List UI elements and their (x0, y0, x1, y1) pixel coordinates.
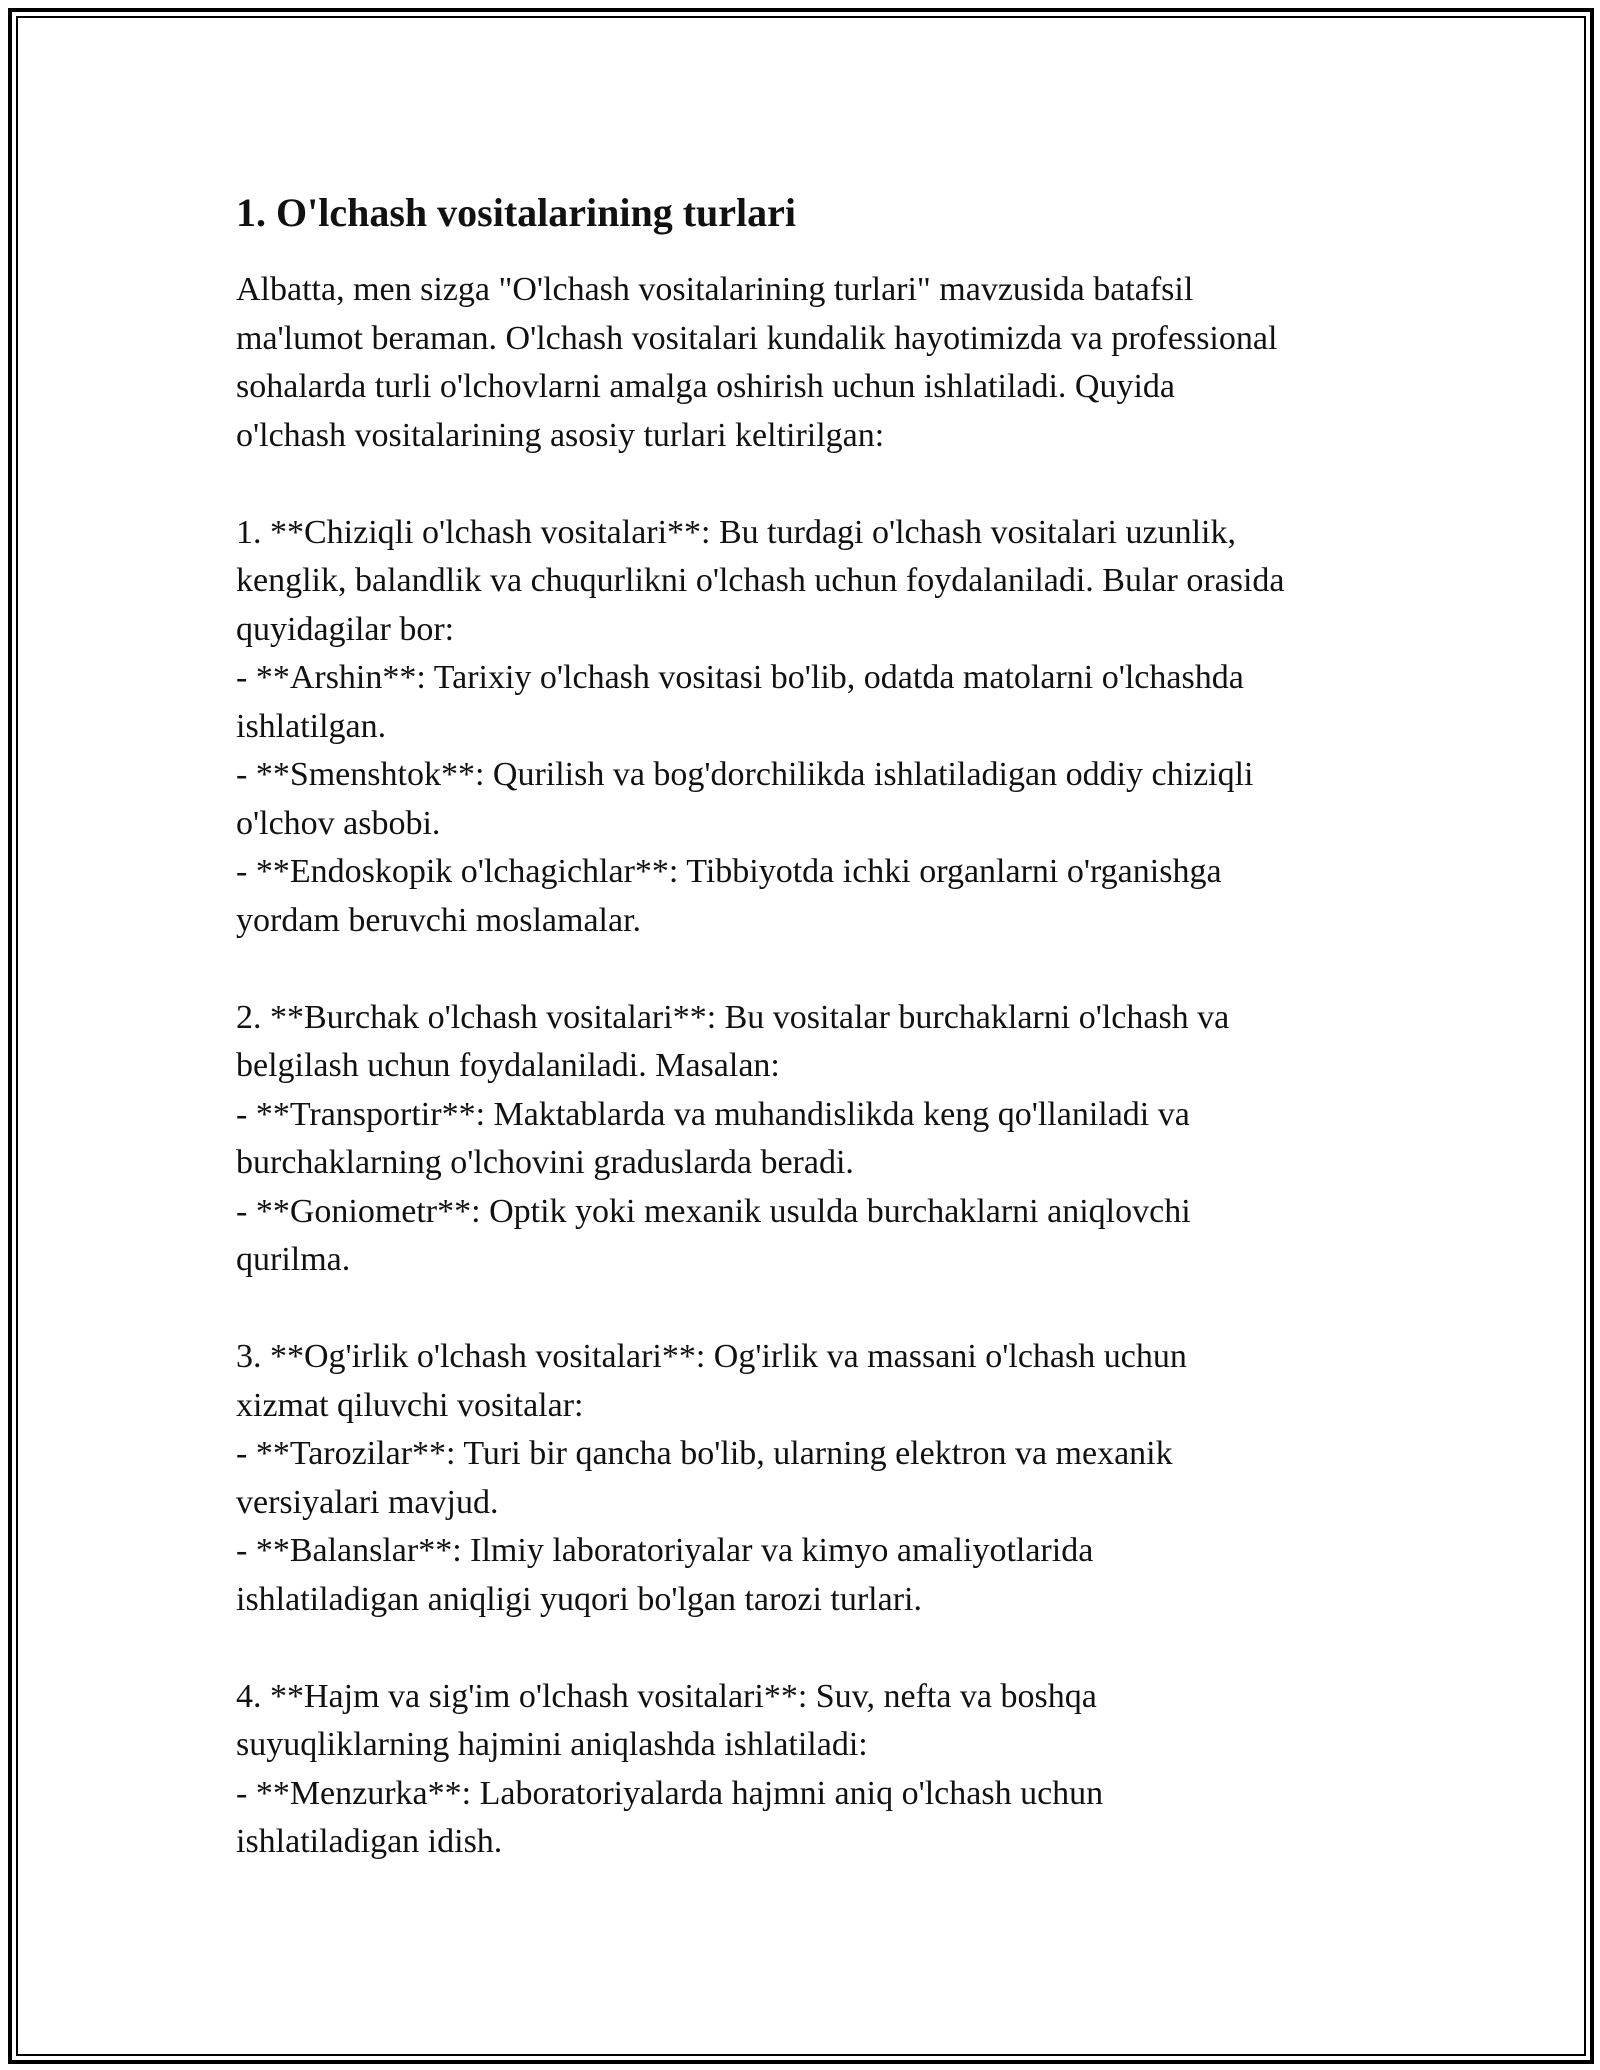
document-title: 1. O'lchash vositalarining turlari (236, 190, 797, 235)
paragraph-gap (236, 945, 1386, 994)
paragraph-gap (236, 1624, 1386, 1673)
section-angle-tools: 2. **Burchak o'lchash vositalari**: Bu vositalar burchaklarni o'lchash va belgilash uchun foydalaniladi. Masalan: - **Transportir**: Maktablarda va muhandislikda keng qo'llaniladi va burchaklarning o'lchovini graduslarda beradi. - **Goniometr**: Optik yoki mexanik usulda burchaklarni aniqlovchi qurilma. (236, 998, 1230, 1278)
section-linear-tools: 1. **Chiziqli o'lchash vositalari**: Bu turdagi o'lchash vositalari uzunlik, kenglik, balandlik va chuqurlikni o'lchash uchun foydalaniladi. Bular orasida quyidagilar bor: - **Arshin**: Tarixiy o'lchash vositasi bo'lib, odatda matolarni o'lchashda ishlatilgan. - **Smenshtok**: Qurilish va bog'dorchilikda ishlatiladigan oddiy chiziqli o'lchov asbobi. - **Endoskopik o'lchagichlar**: Tibbiyotda ichki organlarni o'rganishga yordam beruvchi moslamalar. (236, 513, 1285, 939)
document-body (236, 186, 1386, 1867)
paragraph-gap (236, 460, 1386, 509)
intro-paragraph: Albatta, men sizga "O'lchash vositalarining turlari" mavzusida batafsil ma'lumot beraman. O'lchash vositalari kundalik hayotimizda va professional sohalarda turli o'lchovlarni amalga oshirish uchun ishlatiladi. Quyida o'lchash vositalarining asosiy turlari keltirilgan: (236, 271, 1278, 454)
paragraph-gap (236, 1285, 1386, 1334)
section-weight-tools: 3. **Og'irlik o'lchash vositalari**: Og'irlik va massani o'lchash uchun xizmat qiluvchi vositalar: - **Tarozilar**: Turi bir qancha bo'lib, ularning elektron va mexanik versiyalari mavjud. - **Balanslar**: Ilmiy laboratoriyalar va kimyo amaliyotlarida ishlatiladigan aniqligi yuqori bo'lgan tarozi turlari. (236, 1338, 1187, 1618)
section-volume-tools: 4. **Hajm va sig'im o'lchash vositalari**: Suv, nefta va boshqa suyuqliklarning hajmini aniqlashda ishlatiladi: - **Menzurka**: Laboratoriyalarda hajmni aniq o'lchash uchun ishlatiladigan idish. (236, 1677, 1104, 1860)
